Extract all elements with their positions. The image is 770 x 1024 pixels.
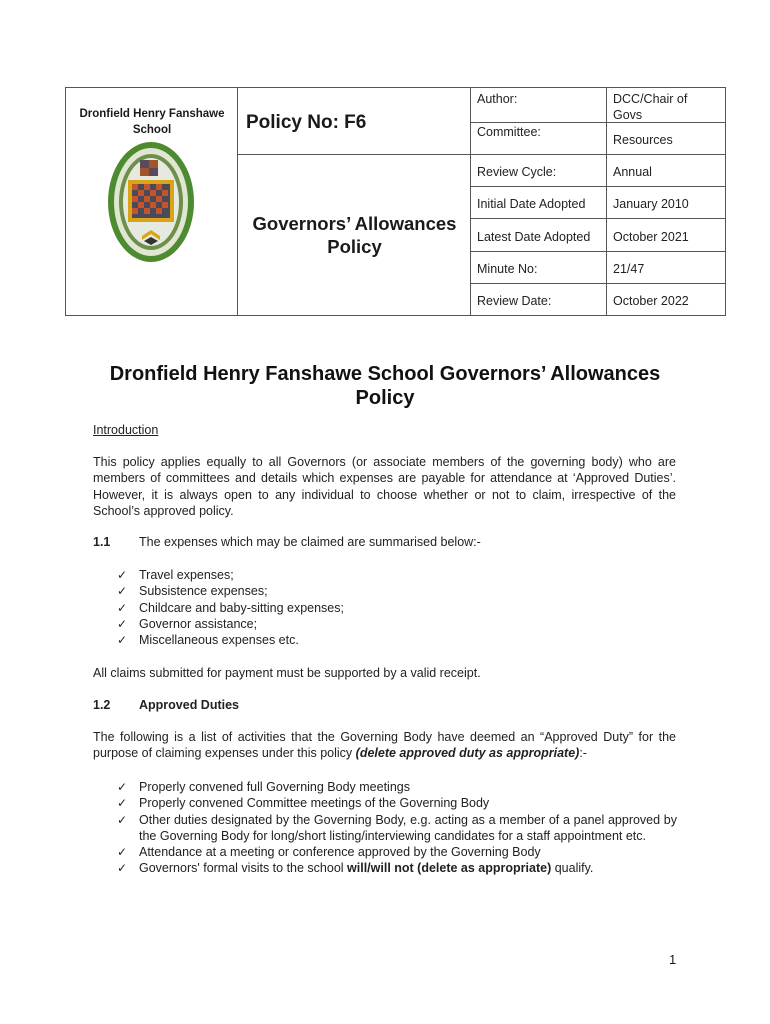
- list-item: ✓ Miscellaneous expenses etc.: [117, 633, 299, 648]
- approved-duties-list: [117, 779, 677, 877]
- list-item: ✓ Travel expenses;: [117, 568, 234, 582]
- committee-label: Committee:: [477, 125, 541, 139]
- check-icon: ✓: [117, 584, 128, 599]
- section-1-2-number: 1.2: [93, 698, 111, 712]
- author-label: Author:: [477, 92, 518, 106]
- latest-date-label: Latest Date Adopted: [477, 230, 591, 244]
- review-cycle-label: Review Cycle:: [477, 165, 557, 179]
- check-icon: ✓: [117, 780, 128, 794]
- check-icon: ✓: [117, 600, 128, 615]
- delete-note: (delete approved duty as appropriate): [355, 746, 580, 761]
- introduction-heading: Introduction: [93, 423, 159, 437]
- approved-duties-intro: The following is a list of activities that the Governing Body have deemed an “Approved Duty” for the purpose of claiming expenses under this policy (delete approved duty as appropriate):-: [93, 730, 676, 761]
- page-number: 1: [669, 952, 677, 967]
- list-item: ✓ Subsistence expenses;: [117, 584, 268, 599]
- check-icon: ✓: [117, 845, 128, 860]
- section-1-1-number: 1.1: [93, 535, 111, 549]
- section-1-1-text: The expenses which may be claimed are summarised below:-: [139, 535, 481, 549]
- list-item: ✓ Properly convened Committee meetings of the Governing Body: [117, 796, 490, 811]
- check-icon: ✓: [117, 861, 128, 876]
- section-1-2-heading: Approved Duties: [139, 698, 240, 712]
- list-item: ✓ Governors' formal visits to the school will/will not (delete as appropriate) qualify.: [117, 861, 594, 876]
- expenses-list: [117, 567, 677, 648]
- check-icon: ✓: [117, 633, 128, 648]
- check-icon: ✓: [117, 616, 128, 631]
- initial-date-value: January 2010: [613, 197, 689, 211]
- document-title: Dronfield Henry Fanshawe School Governors’ Allowances Policy: [109, 363, 661, 409]
- minute-no-label: Minute No:: [477, 262, 538, 276]
- divider: [470, 251, 725, 252]
- committee-value: Resources: [613, 133, 673, 147]
- policy-title: Governors’ Allowances Policy: [252, 213, 457, 257]
- divider: [470, 283, 725, 284]
- school-name: Dronfield Henry Fanshawe School: [79, 108, 225, 136]
- initial-date-label: Initial Date Adopted: [477, 197, 586, 211]
- header-table: [65, 87, 726, 316]
- minute-no-value: 21/47: [613, 262, 645, 276]
- policy-number: Policy No: F6: [246, 112, 367, 133]
- list-item: ✓ Attendance at a meeting or conference approved by the Governing Body: [117, 845, 541, 860]
- list-item: ✓ Childcare and baby-sitting expenses;: [117, 600, 344, 615]
- divider: [237, 154, 725, 155]
- divider: [470, 186, 725, 187]
- list-item: ✓ Properly convened full Governing Body meetings: [117, 780, 410, 794]
- check-icon: ✓: [117, 796, 128, 811]
- receipt-note: All claims submitted for payment must be supported by a valid receipt.: [93, 666, 481, 680]
- review-date-value: October 2022: [613, 294, 689, 308]
- check-icon: ✓: [117, 812, 128, 827]
- review-cycle-value: Annual: [613, 165, 652, 179]
- review-date-label: Review Date:: [477, 294, 552, 308]
- introduction-paragraph: This policy applies equally to all Governors (or associate members of the governing body) who are members of committees and details which expenses are payable for attendance at ‘Approved Duties’. However, it is always open to any individual to choose whether or not to claim, irrespective of the School’s approved policy.: [93, 455, 676, 518]
- check-icon: ✓: [117, 568, 128, 582]
- list-item: ✓ Governor assistance;: [117, 616, 258, 631]
- author-value: DCC/Chair of Govs: [613, 92, 688, 122]
- divider: [470, 218, 725, 219]
- latest-date-value: October 2021: [613, 230, 689, 244]
- list-item: ✓ Other duties designated by the Governing Body, e.g. acting as a member of a panel approved by the Governing Body for long/short listing/interviewing candidates for a staff appointment etc.: [117, 812, 677, 843]
- school-crest-icon: [106, 140, 196, 264]
